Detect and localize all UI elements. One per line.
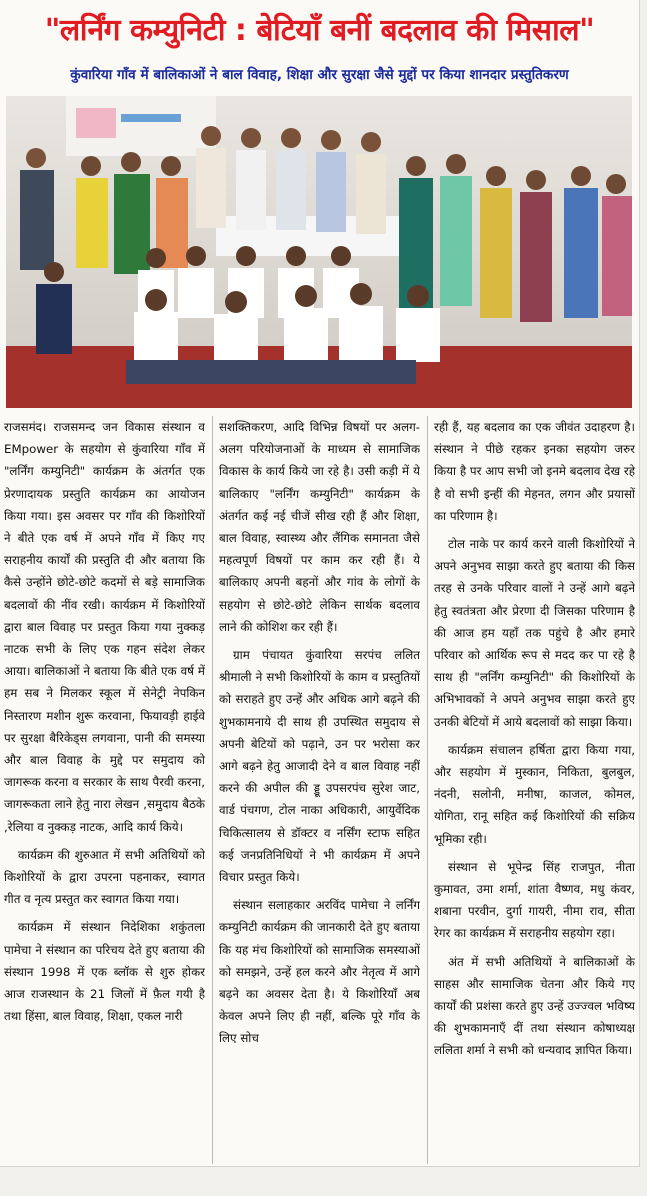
paragraph: राजसमंद। राजसमन्द जन विकास संस्थान व EMpower के सहयोग से कुंवारिया गाँव में "लर्निंग कम्युनिटी" कार्यक्रम के अंतर्गत एक प्रेरणादायक प्रस्तुति कार्यक्रम का आयोजन किया गया। इस अवसर पर गाँव की किशोरियों ने बीते एक वर्ष में अपने गाँव में किए गए सराहनीय कार्यों की प्रस्तुति दी और बताया कि कैसे उन्होंने छोटे-छोटे कदमों से बड़े सामाजिक बदलावों की नींव रखी। कार्यक्रम में किशोरियों द्वारा बाल विवाह पर प्रस्तुत किया गया नुक्कड़ नाटक सभी के लिए एक गहन संदेश लेकर आया। बालिकाओं ने बताया कि बीते एक वर्ष में हम सब ने मिलकर स्कूल में सेनेट्री नेपकिन निस्तारण मशीन शुरू करवाना, फियावड़ी हाईवे पर सुरक्षा बैरिकेड्स लगवाना, पानी की समस्या और बाल विवाह के मुद्दे पर समुदाय को जागरूक करना व सरकार के साथ पैरवी करना, जागरूकता लाने हेतु नारा लेखन ,समुदाय बैठके ,रेलिया व नुक्कड़ नाटक, आदि कार्य किये। <box>4 420 205 834</box>
paragraph: ग्राम पंचायत कुंवारिया सरपंच ललित श्रीमाली ने सभी किशोरियों के काम व प्रस्तुतियों को सराहते हुए उन्हें और अधिक आगे बढ़ने की शुभकामनाये दी साथ ही उपस्थित समुदाय से अपनी बेटियों को पढ़ाने, उन पर भरोसा कर आगे बढ़ने हेतु आजादी देने व बाल विवाह नहीं करने की अपील की ड्डू उपसरपंच सुरेश जाट, वार्ड पंचगण, टोल नाका अधिकारी, आयुर्वेदिक चिकित्सालय से डॉक्टर व नर्सिंग स्टाफ सहित कई जनप्रतिनिधियों ने भी कार्यक्रम में अपने विचार प्रस्तुत किये। <box>219 648 420 885</box>
article-column-1 <box>4 416 205 1164</box>
paragraph: कार्यक्रम में संस्थान निदेशिका शकुंतला पामेचा ने संस्थान का परिचय देते हुए बताया की संस्थान 1998 में एक ब्लॉक से शुरु होकर आज राजस्थान के 21 जिलों में फ़ैल गयी है तथा हिंसा, बाल विवाह, शिक्षा, एकल नारी <box>4 920 205 1024</box>
column-divider <box>212 416 213 1164</box>
news-photo <box>6 96 632 408</box>
subheadline: कुंवारिया गाँव में बालिकाओं ने बाल विवाह, शिक्षा और सुरक्षा जैसे मुद्दों पर किया शानदार प्रस्तुतिकरण <box>70 67 569 83</box>
article-body <box>4 416 635 1164</box>
headline: "लर्निंग कम्युनिटी : बेटियाँ बनीं बदलाव की मिसाल" <box>44 13 595 48</box>
column-divider <box>427 416 428 1164</box>
group-photo-illustration <box>6 96 632 408</box>
paragraph: संस्थान से भूपेन्द्र सिंह राजपुत, नीता कुमावत, उमा शर्मा, शांता वैष्णव, मधु कंवर, शबाना परवीन, दुर्गा गायरी, नीमा राव, सीता रेगर का कार्यक्रम में सराहनीय सहयोग रहा। <box>434 859 635 941</box>
paragraph: संस्थान सलाहकार अरविंद पामेचा ने लर्निंग कम्युनिटी कार्यक्रम की जानकारी देते हुए बताया कि यह मंच किशोरियों को सामाजिक समस्याओं को समझने, उन्हें हल करने और नेतृत्व में आगे बढ़ने का अवसर देता है। ये किशोरियाँ अब केवल अपने लिए ही नहीं, बल्कि पूरे गाँव के लिए सोच <box>219 898 420 1046</box>
paragraph: कार्यक्रम संचालन हर्षिता द्वारा किया गया, और सहयोग में मुस्कान, निकिता, बुलबुल, नंदनी, सलोनी, मनीषा, काजल, कोमल, योगिता, रानू सहित कई किशोरियों की सक्रिय भूमिका रही। <box>434 742 635 846</box>
article-column-2 <box>219 416 420 1164</box>
paragraph: सशक्तिकरण, आदि विभिन्न विषयों पर अलग-अलग परियोजनाओं के माध्यम से सामाजिक विकास के कार्य किये जा रहे है। उसी कड़ी में ये बालिकाए "लर्निंग कम्युनिटी" कार्यक्रम के अंतर्गत कई नई चीजें सीख रही हैं और शिक्षा, बाल विवाह, स्वास्थ्य और लैंगिक समानता जैसे महत्वपूर्ण विषयों पर काम कर रही हैं। ये बालिकाए अपनी बहनों और गांव के लोगों के सहयोग से छोटे-छोटे लेकिन सार्थक बदलाव लाने की कोशिश कर रही हैं। <box>219 420 420 634</box>
article-column-3 <box>434 416 635 1164</box>
paragraph: अंत में सभी अतिथियों ने बालिकाओं के साहस और सामाजिक चेतना और किये गए कार्यों की प्रशंसा करते हुए उन्हें उज्ज्वल भविष्य की शुभकामनाएँ दीं तथा संस्थान कोषाध्यक्ष ललिता शर्मा ने सभी को धन्यवाद ज्ञापित किया। <box>434 954 635 1058</box>
paragraph: कार्यक्रम की शुरुआत में सभी अतिथियों को किशोरियों के द्वारा उपरना पहनाकर, स्वागत गीत व नृत्य प्रस्तुत कर स्वागत किया गया। <box>4 847 205 907</box>
paragraph: रही हैं, यह बदलाव का एक जीवंत उदाहरण है। संस्थान ने पीछे रहकर इनका सहयोग जरुर किया है पर आप सभी जो इनमे बदलाव देख रहे है वो सभी इन्हीं की मेहनत, लगन और प्रयासों का परिणाम है। <box>434 420 635 523</box>
paragraph: टोल नाके पर कार्य करने वाली किशोरियों ने अपने अनुभव साझा करते हुए बताया की किस तरह से उनके परिवार वालों ने उन्हें आगे बढ़ने हेतु स्वतंत्रता और प्रेरणा दी जिसका परिणाम है की आज हम यहाँ तक पहुंचे है और हमारे परिवार को आर्थिक रूप से मदद कर पा रहे है साथ ही "लर्निंग कम्युनिटी" की किशोरियों के अभिभावकों ने अपने अनुभव साझा करते हुए उनकी बेटियों में आये बदलावों को साझा किया। <box>434 537 635 729</box>
